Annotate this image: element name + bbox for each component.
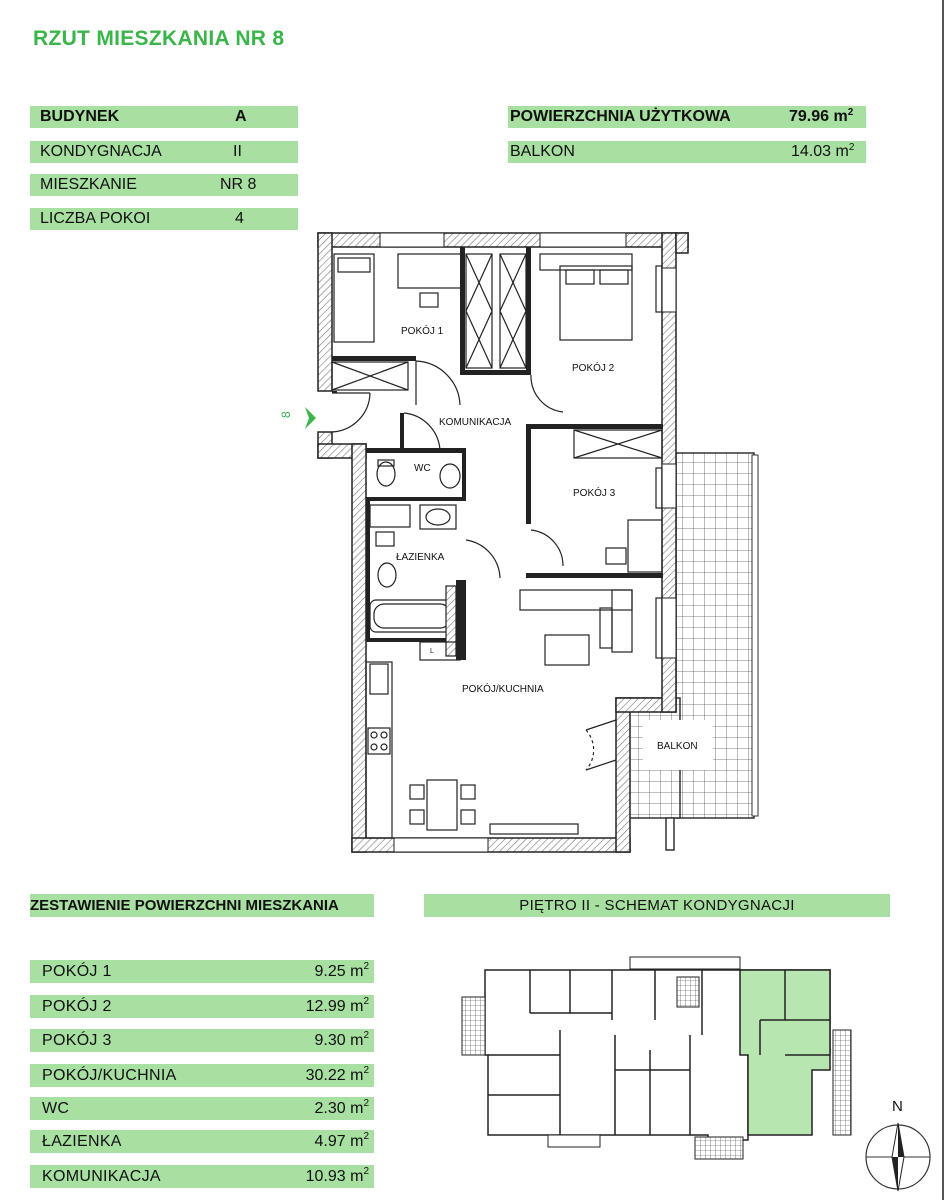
info-label: LICZBA POKOI bbox=[40, 210, 151, 227]
page-title: RZUT MIESZKANIA NR 8 bbox=[33, 27, 285, 50]
north-compass-icon bbox=[866, 1123, 930, 1191]
entrance-door bbox=[332, 393, 370, 432]
room-label-pokoj-1: POKÓJ 1 bbox=[401, 326, 444, 337]
info-label: KONDYGNACJA bbox=[40, 143, 162, 160]
info-label: POWIERZCHNIA UŻYTKOWA bbox=[510, 108, 731, 125]
area-label: POKÓJ 1 bbox=[42, 963, 112, 980]
areas-heading-text: ZESTAWIENIE POWIERZCHNI MIESZKANIA bbox=[30, 897, 339, 914]
area-value: 12.99 m bbox=[305, 998, 364, 1015]
area-label: KOMUNIKACJA bbox=[42, 1168, 161, 1185]
area-value: 2.30 m bbox=[314, 1100, 364, 1117]
pokoj-3-furniture bbox=[531, 430, 662, 572]
unit-sup: 2 bbox=[847, 107, 854, 118]
unit-sup: 2 bbox=[363, 1166, 369, 1177]
info-value: NR 8 bbox=[220, 176, 257, 193]
unit-sup: 2 bbox=[363, 961, 369, 972]
room-label-balkon: BALKON bbox=[657, 741, 698, 752]
info-label: BALKON bbox=[510, 143, 575, 160]
info-value: 79.96 m bbox=[789, 108, 848, 125]
floor-heading: PIĘTRO II - SCHEMAT KONDYGNACJI bbox=[424, 894, 890, 917]
unit-sup: 2 bbox=[363, 1131, 369, 1142]
info-value: 4 bbox=[235, 210, 244, 227]
unit-sup: 2 bbox=[848, 142, 855, 153]
area-value: 9.25 m bbox=[314, 963, 364, 980]
unit-sup: 2 bbox=[363, 1098, 369, 1109]
area-row-pokoj-kuchnia bbox=[30, 1064, 374, 1087]
room-label-lazienka: ŁAZIENKA bbox=[396, 552, 445, 563]
area-label: ŁAZIENKA bbox=[42, 1133, 122, 1150]
area-row-wc bbox=[30, 1097, 374, 1120]
unit-sup: 2 bbox=[363, 1065, 369, 1076]
interior-walls bbox=[332, 247, 663, 660]
area-row-pokoj-3 bbox=[30, 1029, 374, 1052]
area-row-komunikacja bbox=[30, 1165, 374, 1188]
lazienka-fixtures bbox=[370, 505, 500, 660]
area-label: WC bbox=[42, 1100, 70, 1117]
room-label-pokoj-2: POKÓJ 2 bbox=[572, 363, 615, 374]
floor-schematic bbox=[440, 955, 940, 1200]
room-label-pokoj-kuchnia: POKÓJ/KUCHNIA bbox=[462, 684, 544, 695]
north-label: N bbox=[892, 1098, 903, 1115]
unit-sup: 2 bbox=[363, 996, 369, 1007]
area-row-lazienka bbox=[30, 1130, 374, 1153]
unit-sup: 2 bbox=[363, 1030, 369, 1041]
balcony bbox=[628, 453, 758, 850]
info-label: MIESZKANIE bbox=[40, 176, 137, 193]
entrance-arrow-icon bbox=[305, 407, 316, 429]
entrance-number: 8 bbox=[279, 411, 293, 418]
room-label-wc: WC bbox=[414, 463, 431, 474]
area-row-pokoj-2 bbox=[30, 995, 374, 1018]
area-label: POKÓJ 2 bbox=[42, 998, 112, 1015]
area-value: 30.22 m bbox=[305, 1067, 364, 1084]
info-value: A bbox=[235, 108, 247, 125]
area-label: POKÓJ/KUCHNIA bbox=[42, 1067, 177, 1084]
fridge-mark: L bbox=[430, 648, 434, 655]
area-value: 4.97 m bbox=[314, 1133, 364, 1150]
info-value: 14.03 m bbox=[791, 143, 849, 160]
area-row-pokoj-1 bbox=[30, 960, 374, 983]
info-label: BUDYNEK bbox=[40, 108, 120, 125]
areas-heading bbox=[30, 894, 374, 917]
info-value: II bbox=[233, 143, 242, 160]
area-value: 9.30 m bbox=[314, 1032, 364, 1049]
area-value: 10.93 m bbox=[305, 1168, 364, 1185]
room-label-pokoj-3: POKÓJ 3 bbox=[573, 488, 616, 499]
pokoj-2-furniture bbox=[500, 254, 662, 412]
room-label-komunikacja: KOMUNIKACJA bbox=[439, 417, 512, 428]
area-label: POKÓJ 3 bbox=[42, 1032, 112, 1049]
